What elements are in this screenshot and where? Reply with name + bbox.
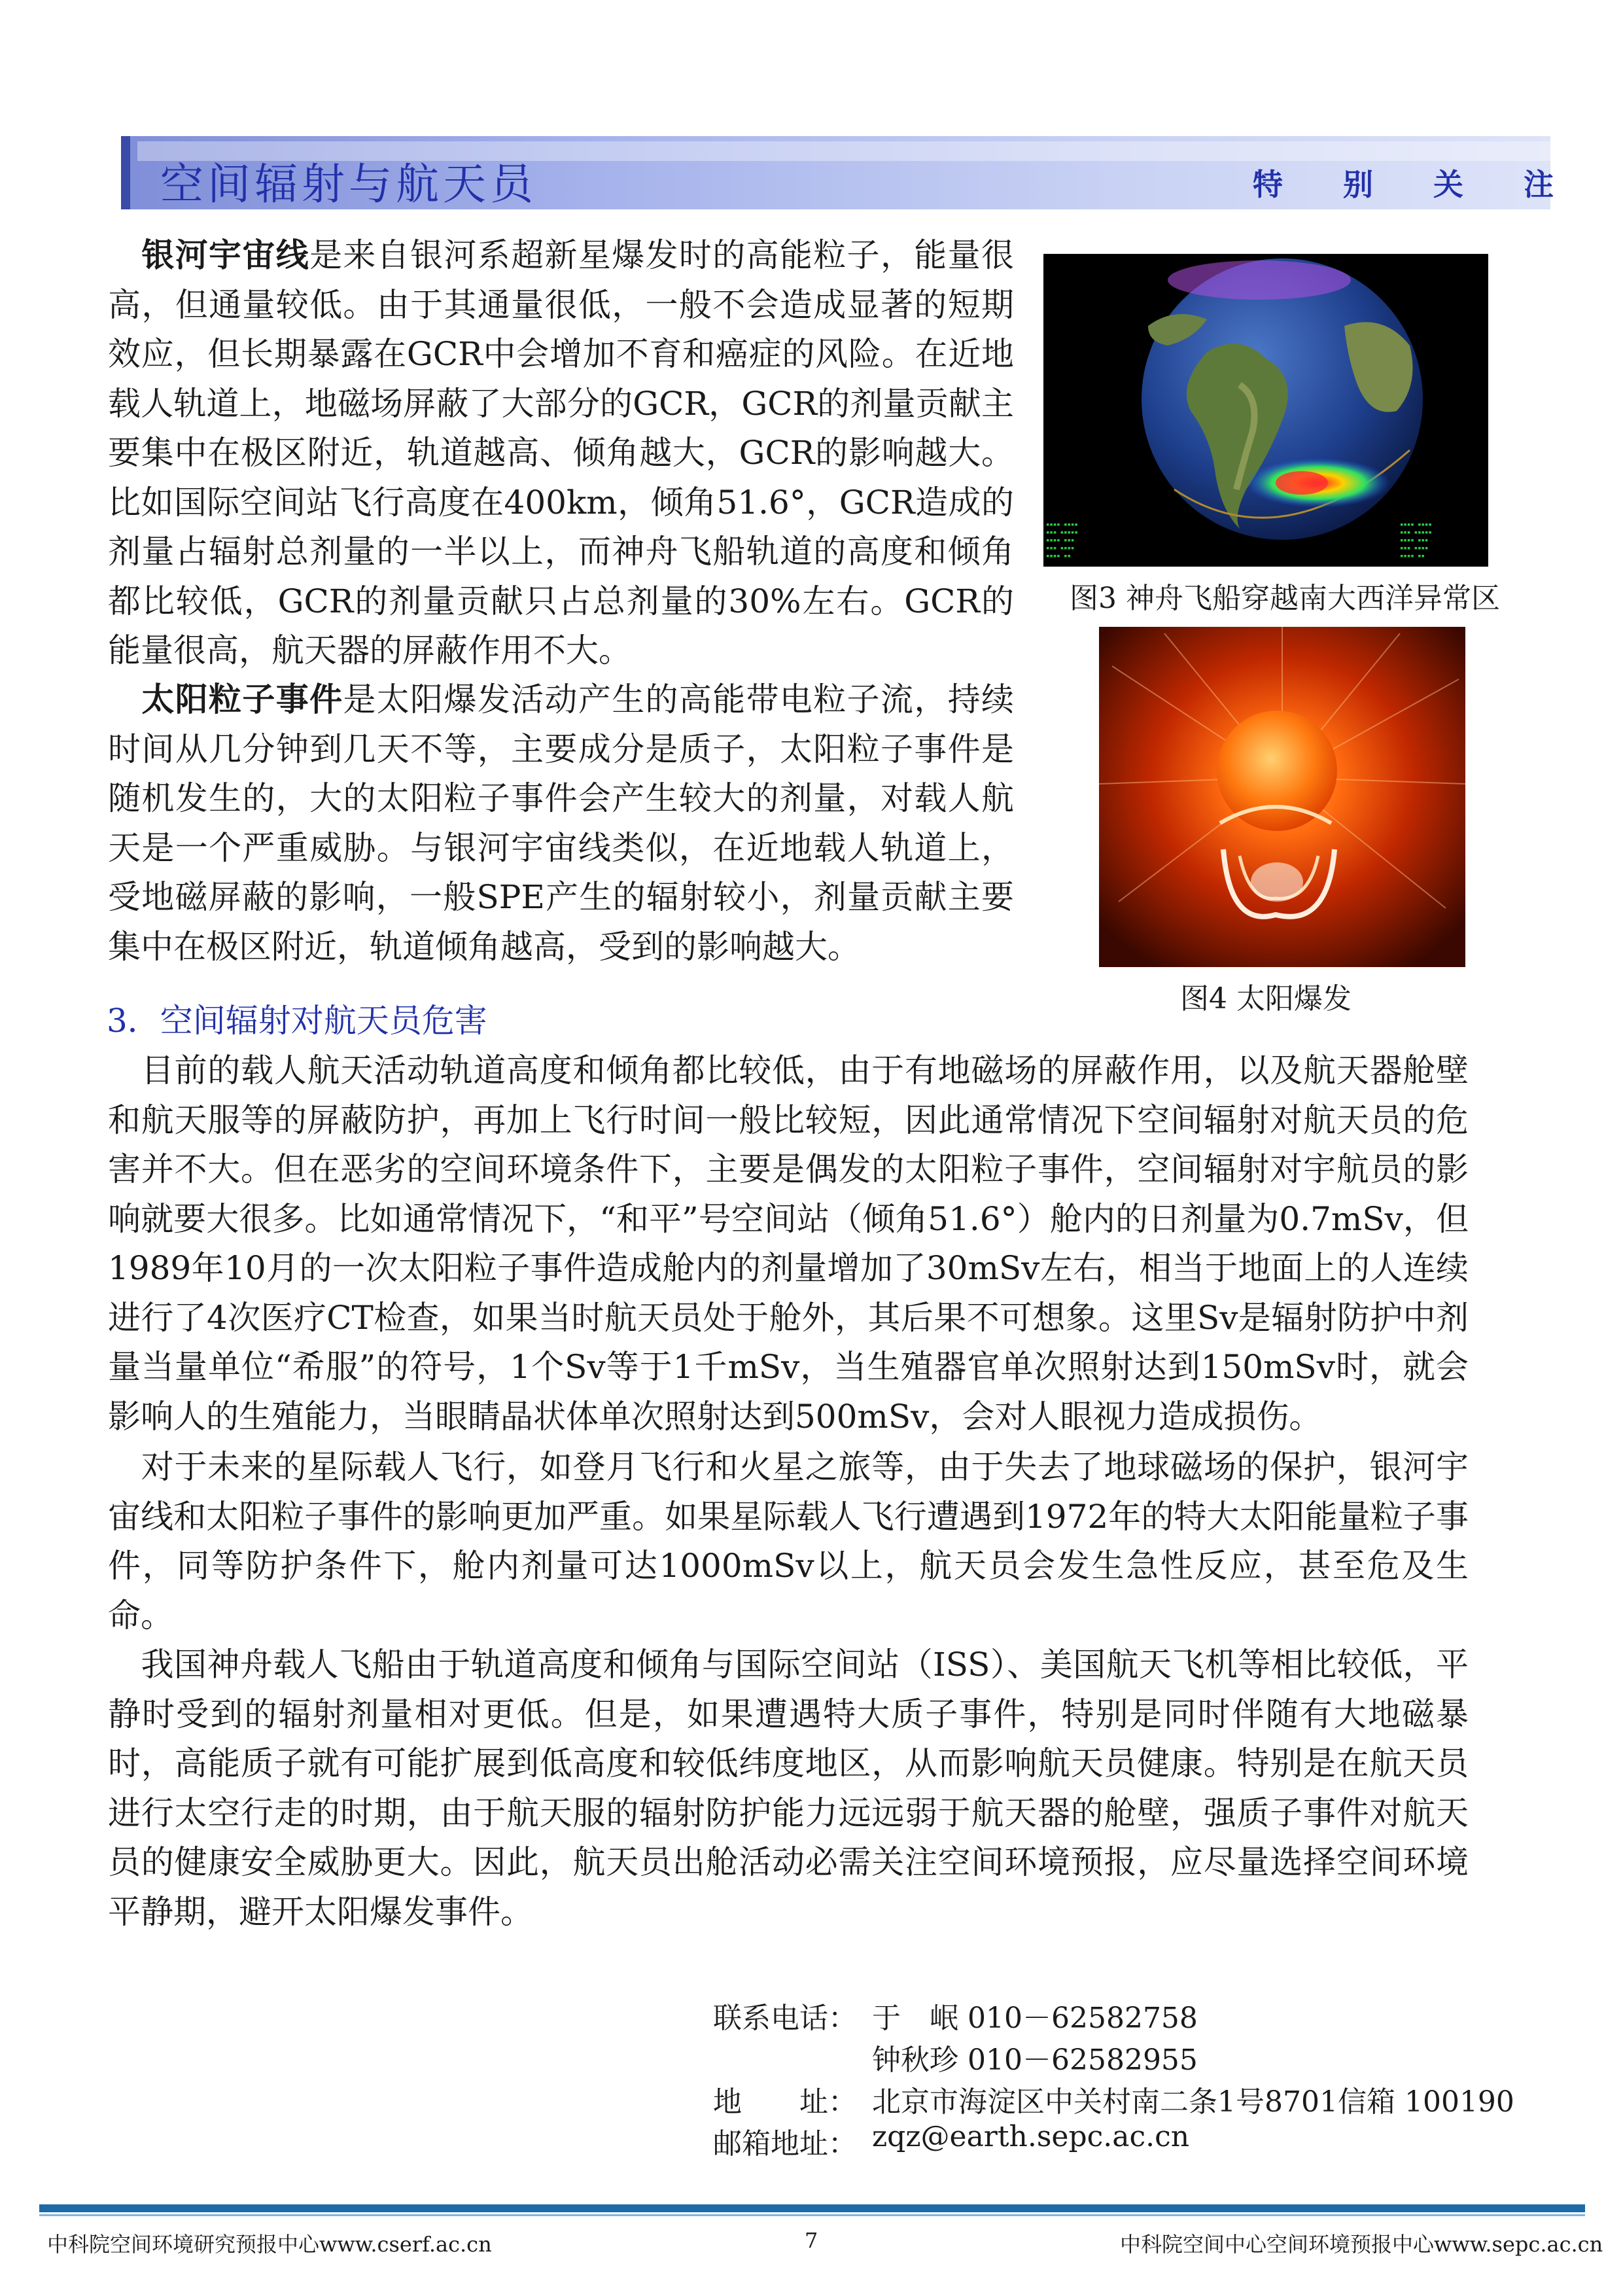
section-tag: 特 别 关 注 [1253, 167, 1579, 202]
term-spe: 太阳粒子事件 [141, 680, 343, 718]
paragraph-shenzhou [108, 1640, 1469, 1937]
contact-phone-label: 联系电话： [713, 2002, 857, 2035]
contact-address: 北京市海淀区中关村南二条1号8701信箱 100190 [872, 2085, 1514, 2119]
contact-address-label: 地 址： [713, 2085, 857, 2119]
paragraph-text: 我国神舟载人飞船由于轨道高度和倾角与国际空间站（ISS）、美国航天飞机等相比较低，平静时受到的辐射剂量相对更低。但是，如果遭遇特大质子事件，特别是同时伴随有大地磁暴时，高能质子就有可能扩展到低高度和较低纬度地区，从而影响航天员健康。特别是在航天员进行太空行走的时期，由于航天服的辐射防护能力远远弱于航天器的舱壁，强质子事件对航天员的健康安全威胁更大。因此，航天员出舱活动必需关注空间环境预报，应尽量选择空间环境平静期，避开太阳爆发事件。 [108, 1646, 1469, 1931]
paragraph-text: 是来自银河系超新星爆发时的高能粒子，能量很高，但通量较低。由于其通量很低，一般不会造成显著的短期效应，但长期暴露在GCR中会增加不育和癌症的风险。在近地载人轨道上，地磁场屏蔽了大部分的GCR，GCR的剂量贡献主要集中在极区附近，轨道越高、倾角越大，GCR的影响越大。比如国际空间站飞行高度在400km，倾角51.6°，GCR造成的剂量占辐射总剂量的一半以上，而神舟飞船轨道的高度和倾角都比较低，GCR的剂量贡献只占总剂量的30%左右。GCR的能量很高，航天器的屏蔽作用不大。 [108, 236, 1015, 669]
contact-email-label: 邮箱地址： [713, 2127, 857, 2161]
paragraph-radiation-hazards [108, 1046, 1469, 1441]
svg-text:▪▪▪▪ ▪▪▪: ▪▪▪▪ ▪▪▪ [1400, 537, 1429, 544]
paragraph-text: 是太阳爆发活动产生的高能带电粒子流，持续时间从几分钟到几天不等，主要成分是质子，太阳粒子事件是随机发生的，大的太阳粒子事件会产生较大的剂量，对载人航天是一个严重威胁。与银河宇宙线类似，在近地载人轨道上，受地磁屏蔽的影响，一般SPE产生的辐射较小，剂量贡献主要集中在极区附近，轨道倾角越高，受到的影响越大。 [108, 680, 1015, 966]
contact-phone-1: 于 岷 010－62582758 [872, 2002, 1198, 2035]
figure-caption: 图3 神舟飞船穿越南大西洋异常区 [1070, 582, 1500, 615]
section-heading: 3．空间辐射对航天员危害 [107, 1002, 487, 1040]
header-accent-bar [121, 136, 130, 209]
figure-caption: 图4 太阳爆发 [1180, 982, 1352, 1016]
term-gcr: 银河宇宙线 [141, 236, 310, 274]
figure-saa-earth-image [1043, 254, 1488, 567]
page-number: 7 [805, 2228, 818, 2253]
page-title: 空间辐射与航天员 [160, 159, 537, 209]
paragraph-text: 目前的载人航天活动轨道高度和倾角都比较低，由于有地磁场的屏蔽作用，以及航天器舱壁和航天服等的屏蔽防护，再加上飞行时间一般比较短，因此通常情况下空间辐射对航天员的危害并不大。但在恶劣的空间环境条件下，主要是偶发的太阳粒子事件，空间辐射对宇航员的影响就要大很多。比如通常情况下，“和平”号空间站（倾角51.6°）舱内的日剂量为0.7mSv，但1989年10月的一次太阳粒子事件造成舱内的剂量增加了30mSv左右，相当于地面上的人连续进行了4次医疗CT检查，如果当时航天员处于舱外，其后果不可想象。这里Sv是辐射防护中剂量当量单位“希服”的符号，1个Sv等于1千mSv，当生殖器官单次照射达到150mSv时，就会影响人的生殖能力，当眼睛晶状体单次照射达到500mSv，会对人眼视力造成损伤。 [108, 1051, 1469, 1436]
footer-rule [39, 2204, 1585, 2212]
footer-rule-thin [39, 2214, 1585, 2216]
paragraph-interstellar-flight [108, 1443, 1469, 1640]
svg-text:▪▪▪▪ ▪▪▪: ▪▪▪▪ ▪▪▪ [1046, 537, 1075, 544]
footer-right: 中科院空间中心空间环境预报中心www.sepc.ac.cn [1120, 2232, 1603, 2257]
svg-text:▪▪▪ ▪▪▪▪: ▪▪▪ ▪▪▪▪ [1400, 545, 1429, 552]
svg-text:▪▪▪ ▪▪▪▪: ▪▪▪ ▪▪▪▪ [1046, 545, 1075, 552]
figure-solar-eruption-image [1099, 627, 1465, 967]
svg-text:▪▪▪▪ ▪▪: ▪▪▪▪ ▪▪ [1046, 553, 1071, 559]
svg-text:▪▪▪ ▪▪▪▪▪: ▪▪▪ ▪▪▪▪▪ [1046, 529, 1078, 536]
svg-text:▪▪▪▪ ▪▪▪▪: ▪▪▪▪ ▪▪▪▪ [1046, 521, 1078, 528]
svg-text:▪▪▪▪ ▪▪: ▪▪▪▪ ▪▪ [1400, 553, 1425, 559]
svg-text:▪▪▪▪ ▪▪▪▪: ▪▪▪▪ ▪▪▪▪ [1400, 521, 1432, 528]
paragraph-galactic-cosmic-rays [108, 230, 1014, 676]
svg-text:▪▪▪ ▪▪▪▪▪: ▪▪▪ ▪▪▪▪▪ [1400, 529, 1432, 536]
paragraph-text: 对于未来的星际载人飞行，如登月飞行和火星之旅等，由于失去了地球磁场的保护，银河宇宙线和太阳粒子事件的影响更加严重。如果星际载人飞行遭遇到1972年的特大太阳能量粒子事件，同等防护条件下，舱内剂量可达1000mSv以上，航天员会发生急性反应，甚至危及生命。 [108, 1448, 1469, 1634]
paragraph-solar-particle-events [108, 675, 1014, 972]
contact-email: zqz@earth.sepc.ac.cn [872, 2120, 1190, 2153]
footer-left: 中科院空间环境研究预报中心www.cserf.ac.cn [47, 2232, 492, 2257]
contact-phone-2: 钟秋珍 010－62582955 [872, 2043, 1198, 2077]
